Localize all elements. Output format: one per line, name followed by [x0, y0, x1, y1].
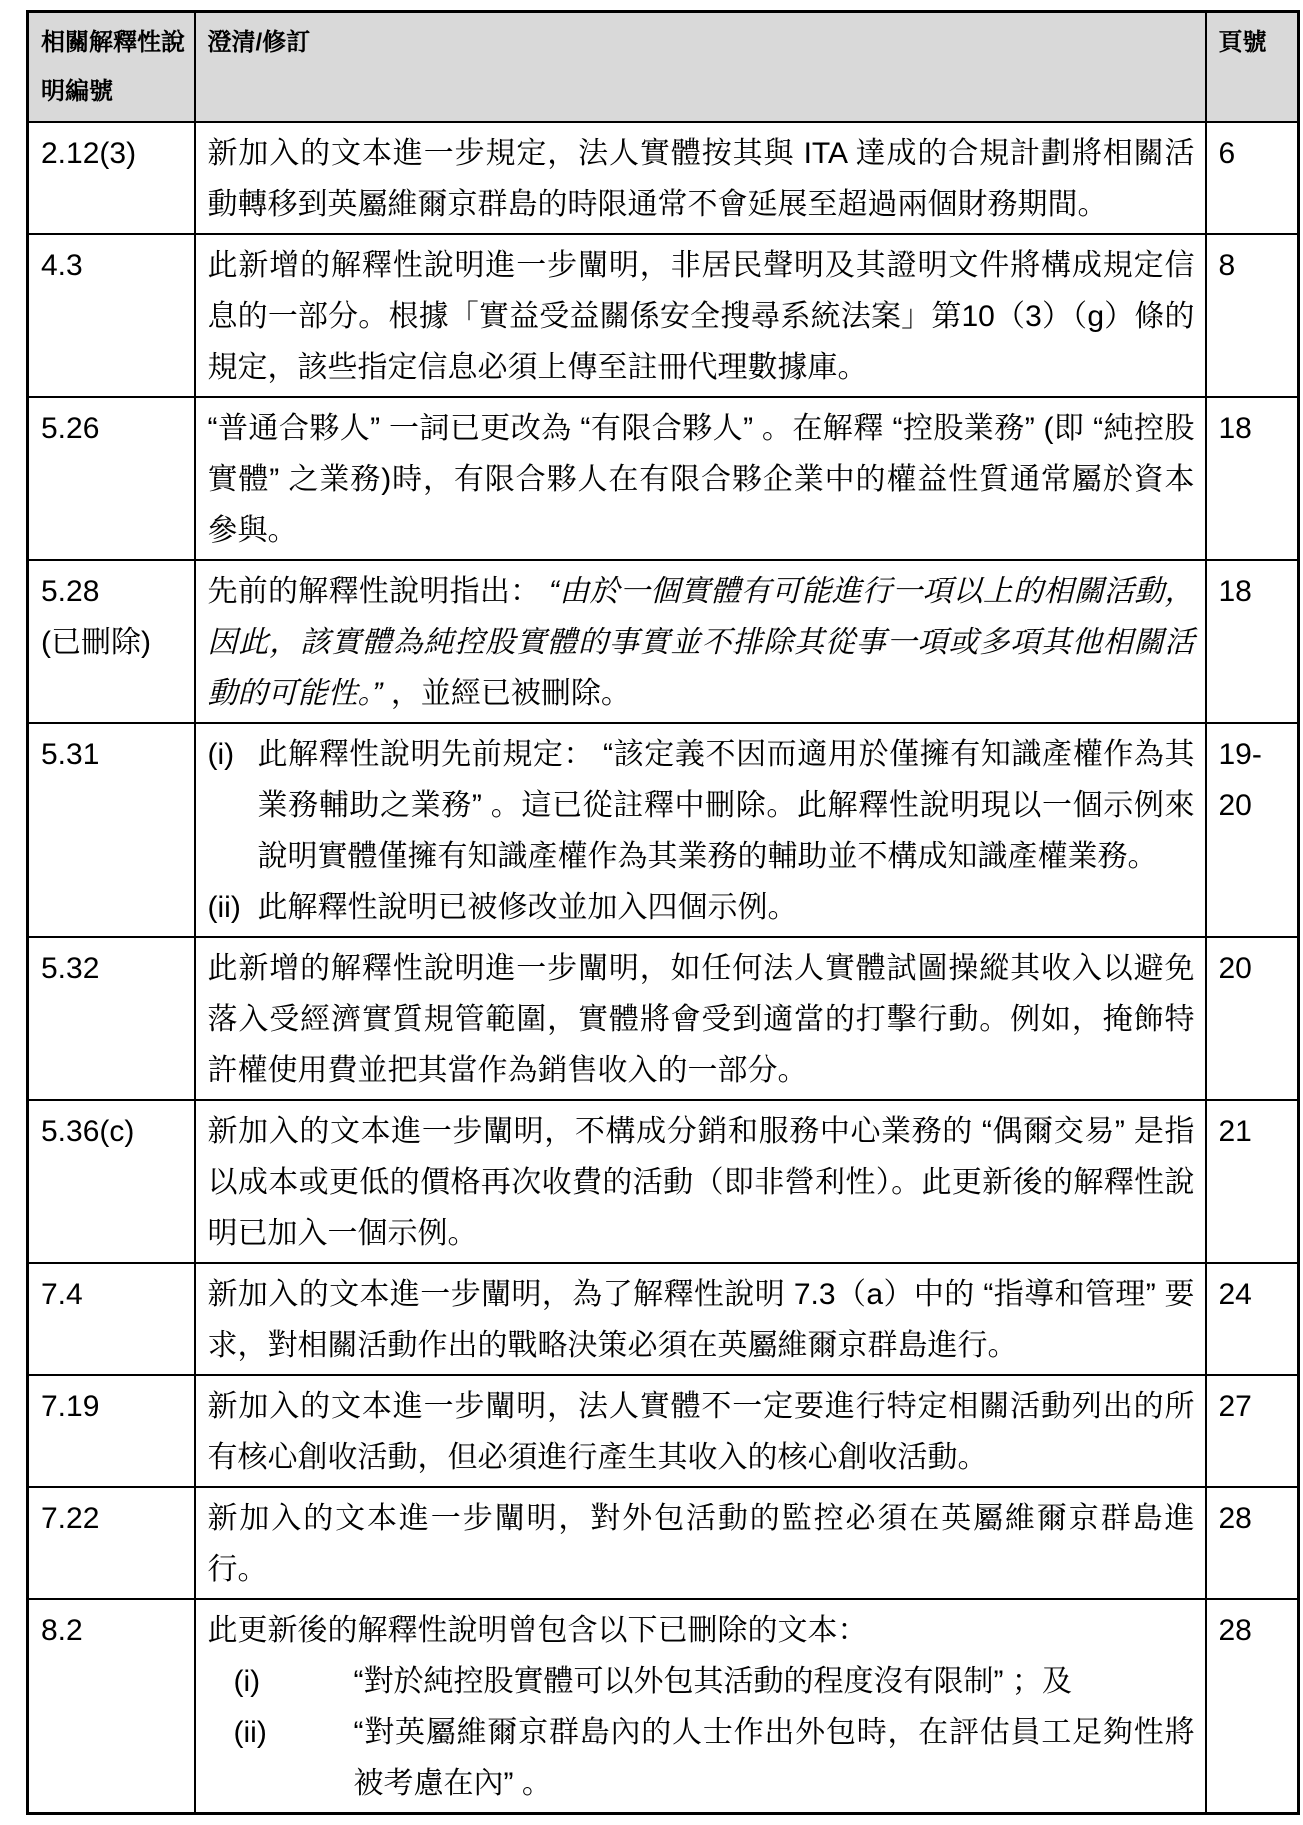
table-row	[28, 723, 1299, 937]
list-item-text	[354, 1707, 1195, 1809]
page-cell: 18	[1206, 560, 1299, 723]
paragraph	[208, 403, 1195, 556]
text-run: 新加入的文本進一步規定，法人實體按其與 ITA 達成的合規計劃將相關活動轉移到英屬維爾京群島的時限通常不會延展至超過兩個財務期間。	[207, 137, 1195, 221]
list-item-label: (ii)	[207, 891, 241, 924]
text-run: 此解釋性說明已被修改並加入四個示例。	[257, 891, 798, 924]
ref-cell	[28, 1263, 195, 1375]
text-run: ，並經已被刪除。	[382, 677, 631, 710]
text-run: “對於純控股實體可以外包其活動的程度沒有限制” ；及	[353, 1665, 1072, 1698]
text-run: “對英屬維爾京群島內的人士作出外包時，在評估員工足夠性將被考慮在內” 。	[353, 1716, 1195, 1800]
paragraph	[208, 1269, 1195, 1371]
paragraph	[208, 1381, 1195, 1483]
ref-id: 4.3	[41, 249, 83, 282]
text-run: 新加入的文本進一步闡明，為了解釋性說明 7.3（a）中的 “指導和管理” 要求，對相關活動作出的戰略決策必須在英屬維爾京群島進行。	[207, 1278, 1195, 1362]
clarification-cell	[195, 397, 1206, 560]
table-header-row	[28, 12, 1299, 123]
ref-cell	[28, 1375, 195, 1487]
page-cell: 27	[1206, 1375, 1299, 1487]
ref-cell	[28, 122, 195, 234]
paragraph	[208, 1493, 1195, 1595]
header-ref-number: 相關解釋性說明編號	[28, 12, 195, 123]
paragraph	[208, 1106, 1195, 1259]
table-row	[28, 937, 1299, 1100]
ref-id: 2.12(3)	[41, 137, 137, 170]
list-item-label: (ii)	[233, 1716, 267, 1749]
table-row	[28, 122, 1299, 234]
ref-cell	[28, 1487, 195, 1599]
text-run: 此更新後的解釋性說明曾包含以下已刪除的文本：	[207, 1614, 868, 1647]
ref-cell	[28, 234, 195, 397]
page-cell: 28	[1206, 1487, 1299, 1599]
paragraph	[208, 240, 1195, 393]
table-row	[28, 1100, 1299, 1263]
page-cell: 6	[1206, 122, 1299, 234]
header-page: 頁號	[1206, 12, 1299, 123]
page-cell: 21	[1206, 1100, 1299, 1263]
page-cell: 19-20	[1206, 723, 1299, 937]
header-clarification: 澄清/修訂	[195, 12, 1206, 123]
ref-cell	[28, 937, 195, 1100]
table-row	[28, 1487, 1299, 1599]
ref-cell	[28, 397, 195, 560]
ref-id: 5.36(c)	[41, 1115, 135, 1148]
table-row	[28, 1375, 1299, 1487]
ref-cell	[28, 560, 195, 723]
paragraph	[208, 943, 1195, 1096]
list-item-text	[354, 1656, 1195, 1707]
paragraph	[208, 1605, 1195, 1656]
list-item	[208, 882, 1195, 933]
table-row	[28, 397, 1299, 560]
ref-id: 5.28	[41, 575, 100, 608]
ref-id: 5.26	[41, 412, 100, 445]
text-run: “普通合夥人” 一詞已更改為 “有限合夥人” 。在解釋 “控股業務” (即 “純控股實體” 之業務)時，有限合夥人在有限合夥企業中的權益性質通常屬於資本參與。	[207, 412, 1195, 547]
revision-table	[26, 10, 1300, 1815]
page-cell: 24	[1206, 1263, 1299, 1375]
text-run: 此解釋性說明先前規定： “該定義不因而適用於僅擁有知識產權作為其業務輔助之業務” 。這已從註釋中刪除。此解釋性說明現以一個示例來說明實體僅擁有知識產權作為其業務的輔助並不構成知識產權業務。	[257, 738, 1195, 873]
ref-id: 7.22	[41, 1502, 100, 1535]
text-run: 新加入的文本進一步闡明，對外包活動的監控必須在英屬維爾京群島進行。	[207, 1502, 1195, 1586]
clarification-cell	[195, 1263, 1206, 1375]
table-row	[28, 1599, 1299, 1814]
clarification-cell	[195, 1599, 1206, 1814]
table-row	[28, 1263, 1299, 1375]
list-item-text	[258, 882, 1195, 933]
page-cell: 8	[1206, 234, 1299, 397]
clarification-cell	[195, 234, 1206, 397]
table-row	[28, 234, 1299, 397]
paragraph	[208, 566, 1195, 719]
list-item	[208, 1707, 1195, 1809]
page-cell: 20	[1206, 937, 1299, 1100]
text-run: 此新增的解釋性說明進一步闡明，如任何法人實體試圖操縱其收入以避免落入受經濟實質規管範圍，實體將會受到適當的打擊行動。例如，掩飾特許權使用費並把其當作為銷售收入的一部分。	[207, 952, 1195, 1087]
clarification-cell	[195, 1100, 1206, 1263]
page-cell: 28	[1206, 1599, 1299, 1814]
text-run: 先前的解釋性說明指出：	[207, 575, 549, 608]
list-item-text	[258, 729, 1195, 882]
clarification-cell	[195, 1375, 1206, 1487]
clarification-cell	[195, 560, 1206, 723]
list-item	[208, 1656, 1195, 1707]
ref-id: 7.19	[41, 1390, 100, 1423]
table-body	[28, 122, 1299, 1814]
list-item-label: (i)	[207, 738, 235, 771]
italic-quote-text: “由於一個實體有可能進行一項以上的相關活動，因此，該實體為純控股實體的事實並不排除其從事一項或多項其他相關活動的可能性。”	[207, 575, 1195, 710]
clarification-cell	[195, 937, 1206, 1100]
ref-note: (已刪除)	[41, 626, 151, 659]
ref-cell	[28, 1599, 195, 1814]
clarification-cell	[195, 723, 1206, 937]
ref-cell	[28, 723, 195, 937]
ref-id: 5.31	[41, 738, 100, 771]
ref-cell	[28, 1100, 195, 1263]
clarification-cell	[195, 122, 1206, 234]
list-item	[208, 729, 1195, 882]
list-item-label: (i)	[233, 1665, 261, 1698]
ref-id: 5.32	[41, 952, 100, 985]
table-row	[28, 560, 1299, 723]
text-run: 新加入的文本進一步闡明，法人實體不一定要進行特定相關活動列出的所有核心創收活動，但必須進行產生其收入的核心創收活動。	[207, 1390, 1195, 1474]
text-run: 此新增的解釋性說明進一步闡明，非居民聲明及其證明文件將構成規定信息的一部分。根據「實益受益關係安全搜尋系統法案」第10（3）（g）條的規定，該些指定信息必須上傳至註冊代理數據庫。	[207, 249, 1195, 384]
page-cell: 18	[1206, 397, 1299, 560]
text-run: 新加入的文本進一步闡明，不構成分銷和服務中心業務的 “偶爾交易” 是指以成本或更低的價格再次收費的活動（即非營利性）。此更新後的解釋性說明已加入一個示例。	[207, 1115, 1195, 1250]
paragraph	[208, 128, 1195, 230]
clarification-cell	[195, 1487, 1206, 1599]
ref-id: 8.2	[41, 1614, 83, 1647]
ref-id: 7.4	[41, 1278, 83, 1311]
